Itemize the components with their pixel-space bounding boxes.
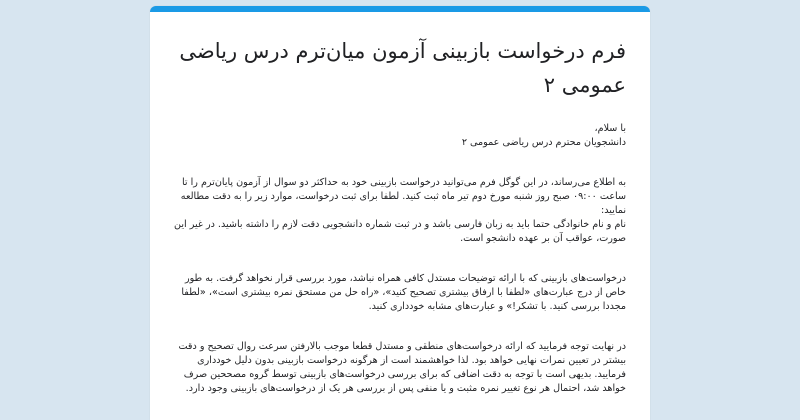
form-description [174,122,626,396]
description-paragraph-1: به اطلاع می‌رساند، در این گوگل فرم می‌توانید درخواست بازبینی خود به حداکثر دو سوال از آزمون پایان‌ترم را تا ساعت ۰۹:۰۰ صبح روز شنبه مورخ دوم تیر ماه ثبت کنید. لطفا برای ثبت درخواست، موارد زیر را به دقت مطالعه نمایید: نام و نام خانوادگی حتما باید به زبان فارسی باشد و در ثبت شماره دانشجویی دقت لازم را داشته باشید. در غیر این صورت، عواقب آن بر عهده دانشجو است. [174,177,626,244]
description-paragraph-3: در نهایت توجه فرمایید که ارائه درخواست‌های منطقی و مستدل قطعا موجب بالارفتن سرعت روال تصحیح و دقت بیشتر در تعیین نمرات نهایی خواهد بود. لذا خواهشمند است از هرگونه درخواست بازبینی بدون دلیل خودداری فرمایید. بدیهی است با توجه به دقت اضافی که برای بررسی درخواست‌های بازبینی توسط گروه مصححین صرف خواهد شد، احتمال هر نوع تغییر نمره مثبت و یا منفی پس از بررسی هر یک از درخواست‌های بازبینی وجود دارد. [178,341,626,394]
description-paragraph-2: درخواست‌های بازبینی که با ارائه توضیحات مستدل کافی همراه نباشد، مورد بررسی قرار نخواهد گرفت. به طور خاص از درج عبارت‌های «لطفا با ارفاق بیشتری تصحیح کنید»، «راه حل من مستحق نمره بیشتری است»، «لطفا مجددا بررسی کنید. با تشکر!» و عبارت‌های مشابه خودداری کنید. [181,273,626,312]
greeting-text: با سلام، دانشجویان محترم درس ریاضی عمومی ۲ [461,123,626,148]
form-header-card [150,6,650,420]
form-title: فرم درخواست بازبینی آزمون میان‌ترم درس ریاضی عمومی ۲ [179,39,626,97]
